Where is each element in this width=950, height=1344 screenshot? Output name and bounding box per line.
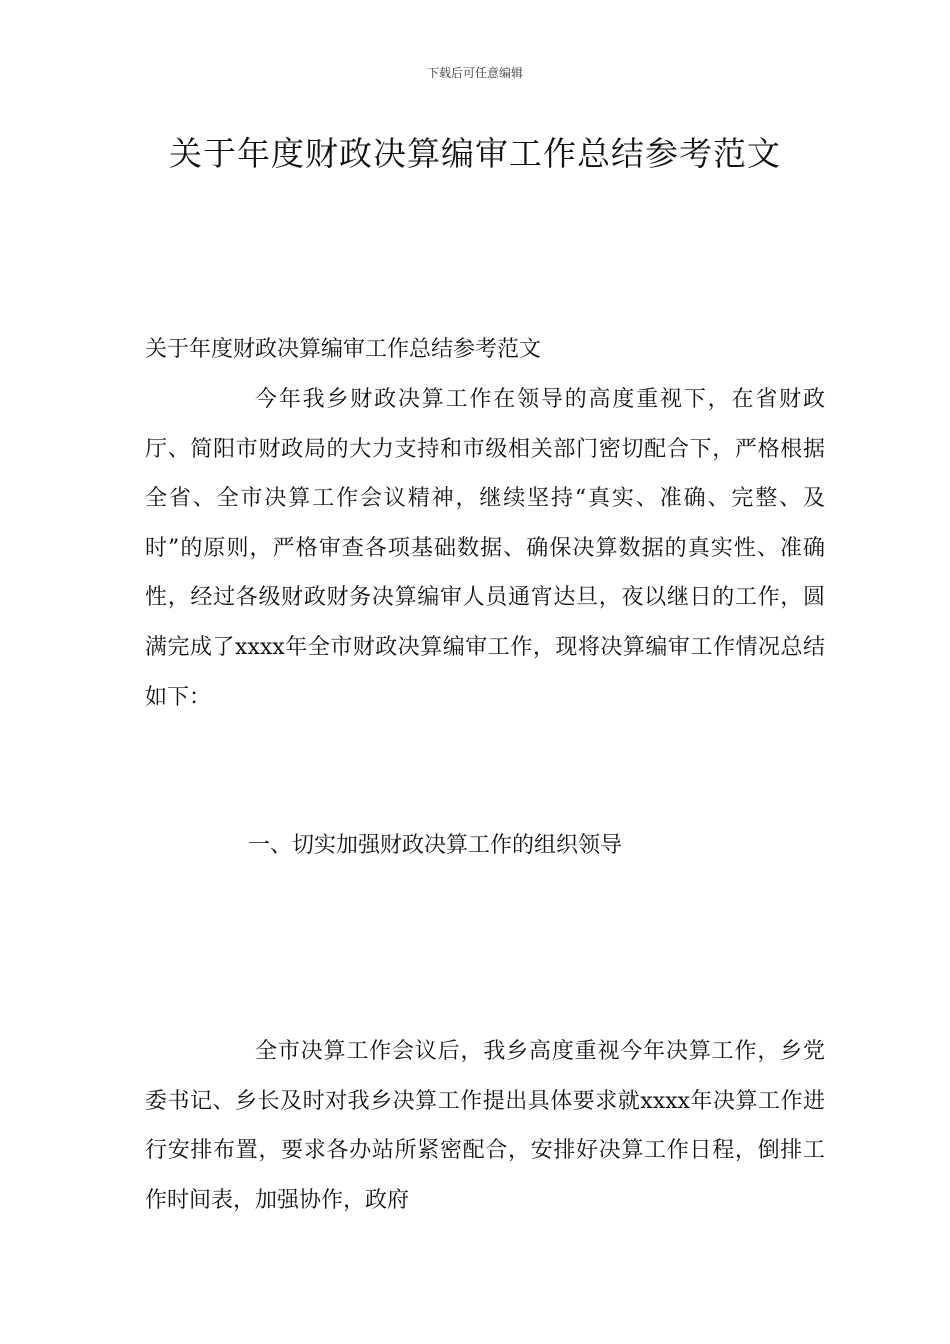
paragraph-section-body: 全市决算工作会议后，我乡高度重视今年决算工作，乡党委书记、乡长及时对我乡决算工作提出具体要求就xxxx年决算工作进行安排布置，要求各办站所紧密配合，安排好决算工作日程，倒排工作时间表，加强协作，政府 [145, 1039, 825, 1213]
document-subtitle: 关于年度财政决算编审工作总结参考范文 [145, 337, 542, 362]
header-note: 下载后可任意编辑 [426, 66, 523, 80]
paragraph-intro: 今年我乡财政决算工作在领导的高度重视下，在省财政厅、简阳市财政局的大力支持和市级相关部门密切配合下，严格根据全省、全市决算工作会议精神，继续坚持“真实、准确、完整、及时”的原则，严格审查各项基础数据、确保决算数据的真实性、准确性，经过各级财政财务决算编审人员通宵达旦，夜以继日的工作，圆满完成了xxxx年全市财政决算编审工作，现将决算编审工作情况总结如下： [145, 387, 825, 710]
section-heading: 一、切实加强财政决算工作的组织领导 [248, 833, 623, 858]
document-title: 关于年度财政决算编审工作总结参考范文 [169, 134, 781, 173]
